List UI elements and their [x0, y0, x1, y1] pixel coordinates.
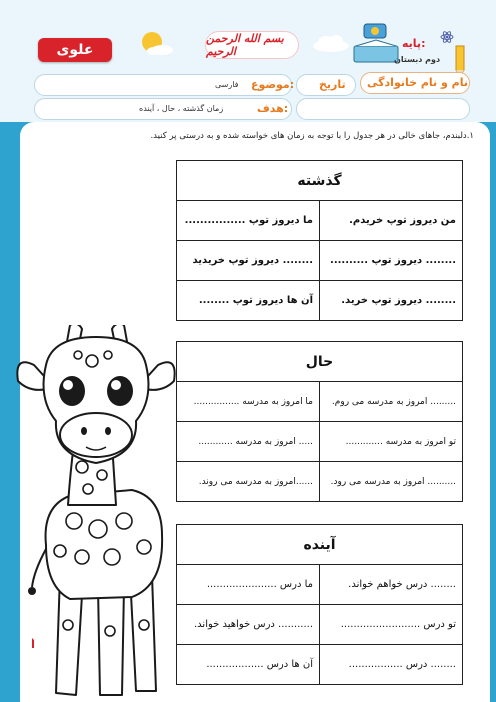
extra-field[interactable]	[296, 98, 470, 120]
instruction-text: ۱.دلبندم، جاهای خالی در هر جدول را با توجه به زمان های خواسته شده و به درستی پر کنید.	[150, 131, 474, 141]
subject-label: موضوع:	[251, 78, 295, 91]
goal-label: هدف:	[257, 102, 289, 115]
subject-value: فارسی	[215, 80, 239, 89]
grade-value: دوم دبستان	[394, 55, 441, 64]
table-cell[interactable]: آن ها درس ..................	[177, 645, 320, 685]
table-title: حال	[177, 342, 463, 382]
subject-field[interactable]	[34, 74, 295, 96]
table-row	[177, 565, 463, 605]
table-row	[177, 201, 463, 241]
date-label: تاریخ	[319, 78, 346, 91]
page-marker-icon	[32, 638, 39, 648]
student-name-label: نام و نام خانوادگی	[367, 76, 468, 89]
atom-icon	[440, 30, 454, 44]
table-cell[interactable]: ........ دیروز توپ ..........	[320, 241, 463, 281]
goal-field[interactable]	[34, 98, 292, 120]
table-cell[interactable]: ........ دیروز توپ خریدید	[177, 241, 320, 281]
present-tense-table	[176, 341, 463, 502]
table-cell[interactable]: آن ها دیروز توپ ........	[177, 281, 320, 321]
grade-label: پایه:	[402, 37, 426, 50]
table-title: گذشته	[177, 161, 463, 201]
date-field[interactable]	[296, 74, 356, 96]
table-row	[177, 382, 463, 422]
student-name-field[interactable]	[360, 72, 470, 94]
cloud-icon	[312, 34, 350, 52]
table-row	[177, 241, 463, 281]
table-cell[interactable]: ........ درس .................	[320, 645, 463, 685]
table-cell[interactable]: ........... درس خواهید خواند.	[177, 605, 320, 645]
table-cell[interactable]: ......... امروز به مدرسه می روم.	[320, 382, 463, 422]
table-cell[interactable]: ما امروز به مدرسه ................	[177, 382, 320, 422]
table-cell[interactable]: تو امروز به مدرسه .............	[320, 422, 463, 462]
table-cell[interactable]: ما دیروز توپ ................	[177, 201, 320, 241]
table-row	[177, 281, 463, 321]
table-title: آینده	[177, 525, 463, 565]
table-cell[interactable]: .......... امروز به مدرسه می رود.	[320, 462, 463, 502]
basmala-heading: بسم الله الرحمن الرحیم	[205, 31, 299, 59]
table-row	[177, 605, 463, 645]
table-cell[interactable]: ..... امروز به مدرسه ............	[177, 422, 320, 462]
table-row	[177, 462, 463, 502]
table-cell[interactable]: من دیروز توپ خریدم.	[320, 201, 463, 241]
goal-value: زمان گذشته ، حال ، آینده	[139, 104, 224, 113]
table-cell[interactable]: ......امروز به مدرسه می روند.	[177, 462, 320, 502]
table-cell[interactable]: ........ درس خواهم خواند.	[320, 565, 463, 605]
table-cell[interactable]: تو درس .........................	[320, 605, 463, 645]
sun-icon	[138, 30, 174, 56]
future-tense-table	[176, 524, 463, 685]
table-row	[177, 645, 463, 685]
table-cell[interactable]: ........ دیروز توپ خرید.	[320, 281, 463, 321]
past-tense-table	[176, 160, 463, 321]
brand-logo: علوی	[38, 38, 112, 62]
table-cell[interactable]: ما درس ......................	[177, 565, 320, 605]
table-row	[177, 422, 463, 462]
